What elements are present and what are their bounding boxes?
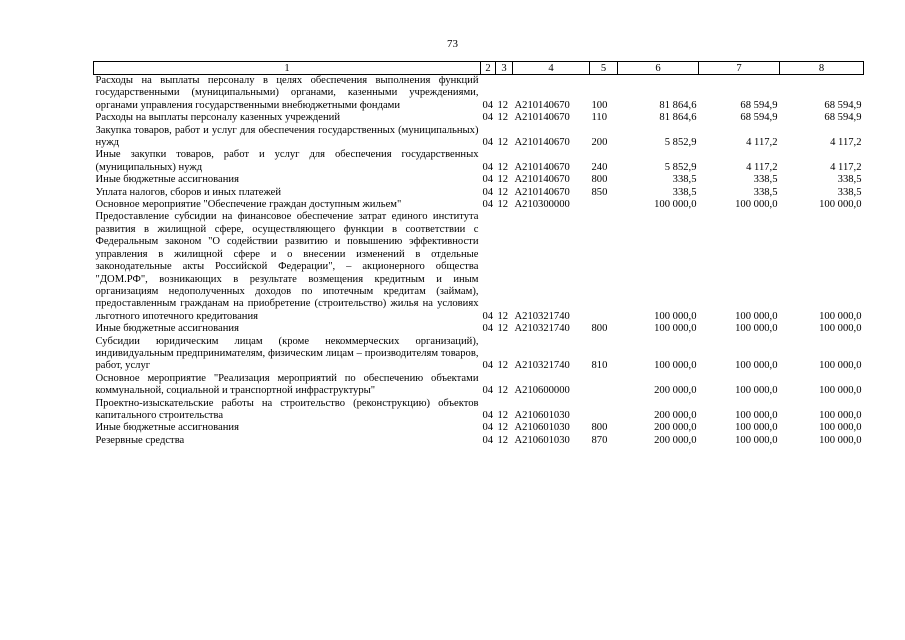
- row-amount-1: 100 000,0: [654, 199, 697, 211]
- row-subsection: 12: [497, 422, 509, 434]
- table-row: [94, 187, 864, 199]
- table-row: [94, 199, 864, 211]
- row-name: Иные бюджетные ассигнования: [95, 422, 239, 434]
- row-subsection: 12: [497, 186, 509, 198]
- row-expense-type: [590, 398, 618, 423]
- row-expense-type: 870: [591, 434, 608, 446]
- row-name: Предоставление субсидии на финансовое обеспечение затрат единого института развития в жилищной сфере, осуществляющего функции в соответствии с Федеральным законом "О содействии развитию и повышению эффективности управления в жилищной сфере и о внесении изменений в отдельные законодательные акты Российской Федерации", – акционерного общества "ДОМ.РФ", возникающих в результате возмещения кредитным и иным организациям недополученных доходов по ипотечным кредитам (займам), предоставленным гражданам на приобретение (строительство) жилья на условиях льготного ипотечного кредитования: [95, 211, 479, 322]
- row-expense-type: 110: [591, 112, 607, 124]
- row-amount-2: 68 594,9: [740, 99, 778, 111]
- row-amount-1: 200 000,0: [654, 409, 697, 421]
- row-section: 04: [482, 186, 494, 198]
- table-row: [94, 336, 864, 373]
- row-expense-type: [590, 211, 618, 323]
- row-subsection: 12: [497, 385, 509, 397]
- row-section: 04: [482, 137, 494, 149]
- row-target-article: А210601030: [514, 422, 570, 434]
- row-amount-3: 100 000,0: [819, 409, 862, 421]
- table-row: [94, 435, 864, 447]
- row-subsection: 12: [497, 174, 509, 186]
- row-amount-3: 68 594,9: [824, 112, 862, 124]
- row-amount-3: 100 000,0: [819, 323, 862, 335]
- row-expense-type: 800: [591, 174, 608, 186]
- row-section: 04: [482, 199, 494, 211]
- row-amount-2: 100 000,0: [735, 385, 778, 397]
- row-amount-1: 200 000,0: [654, 422, 697, 434]
- row-name: Закупка товаров, работ и услуг для обеспечения государственных (муниципальных) нужд: [95, 124, 479, 149]
- row-target-article: А210140670: [514, 112, 570, 124]
- row-expense-type: [590, 199, 618, 211]
- row-section: 04: [482, 161, 494, 173]
- row-amount-2: 338,5: [753, 186, 778, 198]
- row-expense-type: 810: [591, 360, 608, 372]
- header-cell: 6: [618, 62, 699, 75]
- row-amount-2: 4 117,2: [746, 161, 778, 173]
- row-amount-3: 100 000,0: [819, 199, 862, 211]
- row-section: 04: [482, 409, 494, 421]
- row-section: 04: [482, 385, 494, 397]
- row-subsection: 12: [497, 409, 509, 421]
- row-amount-1: 81 864,6: [659, 99, 697, 111]
- row-amount-3: 4 117,2: [830, 161, 862, 173]
- row-name: Иные закупки товаров, работ и услуг для обеспечения государственных (муниципальных) нужд: [95, 149, 479, 173]
- row-target-article: А210600000: [514, 385, 570, 397]
- row-amount-2: 68 594,9: [740, 112, 778, 124]
- header-cell: 1: [94, 62, 481, 75]
- row-section: 04: [482, 310, 494, 322]
- row-amount-2: 100 000,0: [735, 409, 778, 421]
- header-cell: 7: [699, 62, 780, 75]
- row-amount-3: 100 000,0: [819, 310, 862, 322]
- row-amount-2: 100 000,0: [735, 310, 778, 322]
- row-target-article: А210321740: [514, 310, 570, 322]
- row-amount-3: 68 594,9: [824, 99, 862, 111]
- row-amount-3: 100 000,0: [819, 434, 862, 446]
- table-row: [94, 422, 864, 434]
- table-row: [94, 373, 864, 398]
- table-row: [94, 211, 864, 323]
- row-name: Основное мероприятие "Обеспечение граждан доступным жильем": [95, 199, 402, 211]
- row-name: Иные бюджетные ассигнования: [95, 174, 239, 186]
- row-expense-type: 850: [591, 186, 608, 198]
- row-amount-2: 100 000,0: [735, 323, 778, 335]
- row-amount-2: 100 000,0: [735, 360, 778, 372]
- row-amount-2: 100 000,0: [735, 199, 778, 211]
- row-name: Уплата налогов, сборов и иных платежей: [95, 186, 282, 198]
- row-name: Проектно-изыскательские работы на строительство (реконструкцию) объектов капитального строительства: [95, 397, 479, 421]
- row-name: Резервные средства: [95, 434, 185, 446]
- row-amount-3: 338,5: [837, 174, 862, 186]
- table-header-row: [94, 62, 864, 75]
- row-amount-3: 4 117,2: [830, 137, 862, 149]
- row-subsection: 12: [497, 112, 509, 124]
- row-amount-3: 100 000,0: [819, 385, 862, 397]
- row-amount-2: 338,5: [753, 174, 778, 186]
- row-amount-1: 100 000,0: [654, 360, 697, 372]
- row-section: 04: [482, 422, 494, 434]
- row-expense-type: 240: [591, 161, 608, 173]
- page-number: 73: [447, 38, 458, 50]
- row-subsection: 12: [497, 323, 509, 335]
- row-amount-3: 100 000,0: [819, 360, 862, 372]
- row-subsection: 12: [497, 310, 509, 322]
- row-subsection: 12: [497, 360, 509, 372]
- row-target-article: А210140670: [514, 137, 570, 149]
- budget-table: [93, 61, 864, 447]
- row-section: 04: [482, 112, 494, 124]
- row-section: 04: [482, 434, 494, 446]
- row-amount-2: 100 000,0: [735, 434, 778, 446]
- header-cell: 3: [496, 62, 513, 75]
- row-expense-type: [590, 373, 618, 398]
- header-cell: 8: [780, 62, 864, 75]
- row-target-article: А210601030: [514, 434, 570, 446]
- row-amount-2: 4 117,2: [746, 137, 778, 149]
- row-name: Иные бюджетные ассигнования: [95, 323, 239, 335]
- table-row: [94, 75, 864, 113]
- row-target-article: А210140670: [514, 161, 570, 173]
- row-amount-1: 5 852,9: [664, 137, 697, 149]
- table-row: [94, 125, 864, 150]
- row-subsection: 12: [497, 434, 509, 446]
- row-name: Основное мероприятие "Реализация мероприятий по обеспечению объектами коммунальной, социальной и транспортной инфраструктуры": [95, 372, 479, 397]
- row-expense-type: 100: [591, 99, 608, 111]
- row-section: 04: [482, 174, 494, 186]
- row-amount-1: 338,5: [672, 174, 697, 186]
- row-target-article: А210140670: [514, 186, 570, 198]
- row-amount-1: 338,5: [672, 186, 697, 198]
- table-row: [94, 323, 864, 335]
- row-expense-type: 200: [591, 137, 608, 149]
- row-subsection: 12: [497, 161, 509, 173]
- header-cell: 4: [513, 62, 590, 75]
- row-target-article: А210300000: [514, 199, 570, 211]
- row-section: 04: [482, 323, 494, 335]
- row-amount-1: 5 852,9: [664, 161, 697, 173]
- row-amount-1: 81 864,6: [659, 112, 697, 124]
- table-row: [94, 112, 864, 124]
- row-subsection: 12: [497, 199, 509, 211]
- row-amount-2: 100 000,0: [735, 422, 778, 434]
- header-cell: 5: [590, 62, 618, 75]
- row-amount-1: 100 000,0: [654, 323, 697, 335]
- row-section: 04: [482, 360, 494, 372]
- row-amount-1: 100 000,0: [654, 310, 697, 322]
- row-target-article: А210601030: [514, 409, 570, 421]
- row-target-article: А210140670: [514, 99, 570, 111]
- table-row: [94, 398, 864, 423]
- row-name: Расходы на выплаты персоналу в целях обеспечения выполнения функций государственными (муниципальными) органами, казенными учреждениями, органами управления государственными внебюджетными фондами: [95, 75, 479, 111]
- row-name: Субсидии юридическим лицам (кроме некоммерческих организаций), индивидуальным предпринимателям, физическим лицам – производителям товаров, работ, услуг: [95, 335, 479, 372]
- row-subsection: 12: [497, 137, 509, 149]
- row-expense-type: 800: [591, 422, 608, 434]
- header-cell: 2: [481, 62, 496, 75]
- row-target-article: А210321740: [514, 360, 570, 372]
- row-name: Расходы на выплаты персоналу казенных учреждений: [95, 112, 340, 124]
- row-amount-1: 200 000,0: [654, 385, 697, 397]
- row-expense-type: 800: [591, 323, 608, 335]
- table-row: [94, 174, 864, 186]
- row-target-article: А210140670: [514, 174, 570, 186]
- row-subsection: 12: [497, 99, 509, 111]
- row-section: 04: [482, 99, 494, 111]
- row-amount-3: 338,5: [837, 186, 862, 198]
- row-target-article: А210321740: [514, 323, 570, 335]
- row-amount-1: 200 000,0: [654, 434, 697, 446]
- row-amount-3: 100 000,0: [819, 422, 862, 434]
- table-row: [94, 149, 864, 174]
